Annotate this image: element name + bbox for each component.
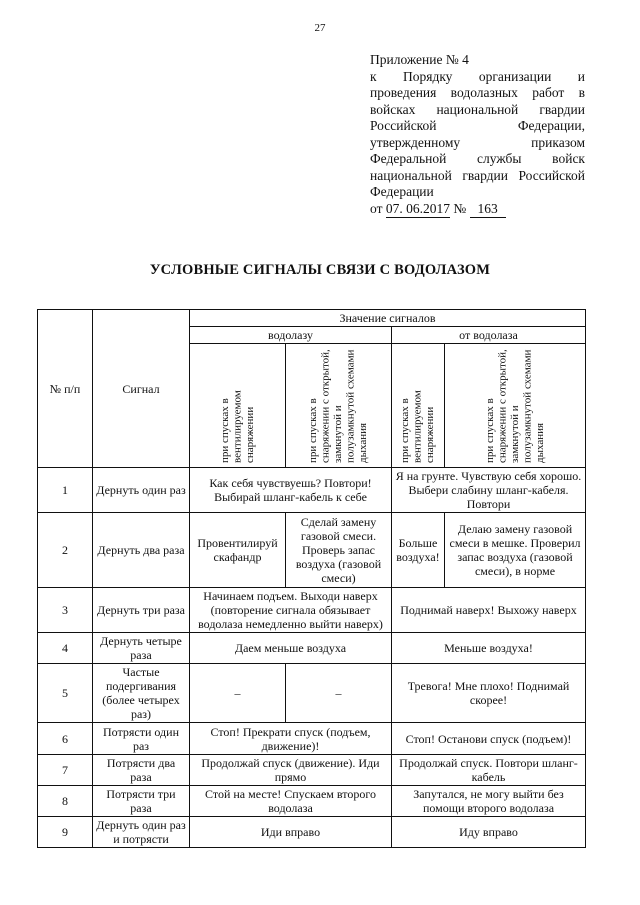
header-from-closed: при спусках в снаряжении с открытой, замкнутой и полузамкнутой схемами дыхания [445,344,586,468]
signals-table [37,309,586,848]
row-from-diver: Стоп! Останови спуск (подъем)! [392,723,586,755]
row-to-ventilated: Провентилируй скафандр [190,513,286,588]
document-title: УСЛОВНЫЕ СИГНАЛЫ СВЯЗИ С ВОДОЛАЗОМ [149,262,491,278]
row-signal: Дернуть два раза [93,513,190,588]
table-row [38,786,586,817]
appendix-title: Приложение № 4 [370,52,469,67]
row-num: 4 [38,633,93,664]
row-from-diver: Меньше воздуха! [392,633,586,664]
row-from-diver: Продолжай спуск. Повтори шланг-кабель [392,755,586,786]
row-signal: Частые подергивания (более четырех раз) [93,664,190,723]
header-num: № п/п [38,310,93,468]
table-row [38,817,586,848]
row-to-diver: Даем меньше воздуха [190,633,392,664]
row-signal: Потрясти два раза [93,755,190,786]
header-to-closed: при спусках в снаряжении с открытой, замкнутой и полузамкнутой схемами дыхания [286,344,392,468]
header-meaning: Значение сигналов [190,310,586,327]
row-to-closed: – [286,664,392,723]
row-num: 5 [38,664,93,723]
row-from-diver: Поднимай наверх! Выхожу наверх [392,588,586,633]
table-row [38,588,586,633]
order-date: 07. 06.2017 [386,201,450,219]
row-from-closed: Делаю замену газовой смеси в мешке. Проверил запас воздуха (газовой смеси), в норме [445,513,586,588]
header-to-diver: водолазу [190,327,392,344]
row-num: 3 [38,588,93,633]
appendix-block [370,52,585,218]
row-signal: Потрясти три раза [93,786,190,817]
header-row [38,310,586,327]
row-num: 6 [38,723,93,755]
row-num: 1 [38,468,93,513]
table-row [38,468,586,513]
row-from-diver: Тревога! Мне плохо! Поднимай скорее! [392,664,586,723]
row-to-ventilated: – [190,664,286,723]
order-number: 163 [470,201,506,219]
row-num: 2 [38,513,93,588]
row-to-diver: Иди вправо [190,817,392,848]
number-prefix: № [453,200,467,216]
row-num: 7 [38,755,93,786]
table-row [38,513,586,588]
row-to-diver: Продолжай спуск (движение). Иди прямо [190,755,392,786]
page-number: 27 [314,22,326,34]
row-to-diver: Стоп! Прекрати спуск (подъем, движение)! [190,723,392,755]
row-signal: Дернуть четыре раза [93,633,190,664]
row-from-diver: Иду вправо [392,817,586,848]
appendix-body: к Порядку организации и проведения водолазных работ в войсках национальной гвардии Российской Федерации, утвержденному приказом Федеральной службы войск национальной гвардии Российской Федерации [370,68,585,199]
date-prefix: от [370,200,383,216]
row-signal: Дернуть три раза [93,588,190,633]
row-signal: Потрясти один раз [93,723,190,755]
order-reference [370,201,585,219]
table-row [38,633,586,664]
row-to-diver: Как себя чувствуешь? Повтори! Выбирай шланг-кабель к себе [190,468,392,513]
row-to-diver: Стой на месте! Спускаем второго водолаза [190,786,392,817]
header-to-ventilated: при спусках в вентилируемом снаряжении [190,344,286,468]
row-to-closed: Сделай замену газовой смеси. Проверь запас воздуха (газовой смеси) [286,513,392,588]
row-num: 9 [38,817,93,848]
row-from-diver: Я на грунте. Чувствую себя хорошо. Выбери слабину шланг-кабеля. Повтори [392,468,586,513]
header-from-ventilated: при спусках в вентилируемом снаряжении [392,344,445,468]
table-row [38,723,586,755]
header-signal: Сигнал [93,310,190,468]
table-row [38,664,586,723]
row-from-ventilated: Больше воздуха! [392,513,445,588]
row-num: 8 [38,786,93,817]
row-from-diver: Запутался, не могу выйти без помощи второго водолаза [392,786,586,817]
header-from-diver: от водолаза [392,327,586,344]
table-row [38,755,586,786]
row-signal: Дернуть один раз и потрясти [93,817,190,848]
row-to-diver: Начинаем подъем. Выходи наверх (повторение сигнала обязывает водолаза немедленно выйти наверх) [190,588,392,633]
row-signal: Дернуть один раз [93,468,190,513]
